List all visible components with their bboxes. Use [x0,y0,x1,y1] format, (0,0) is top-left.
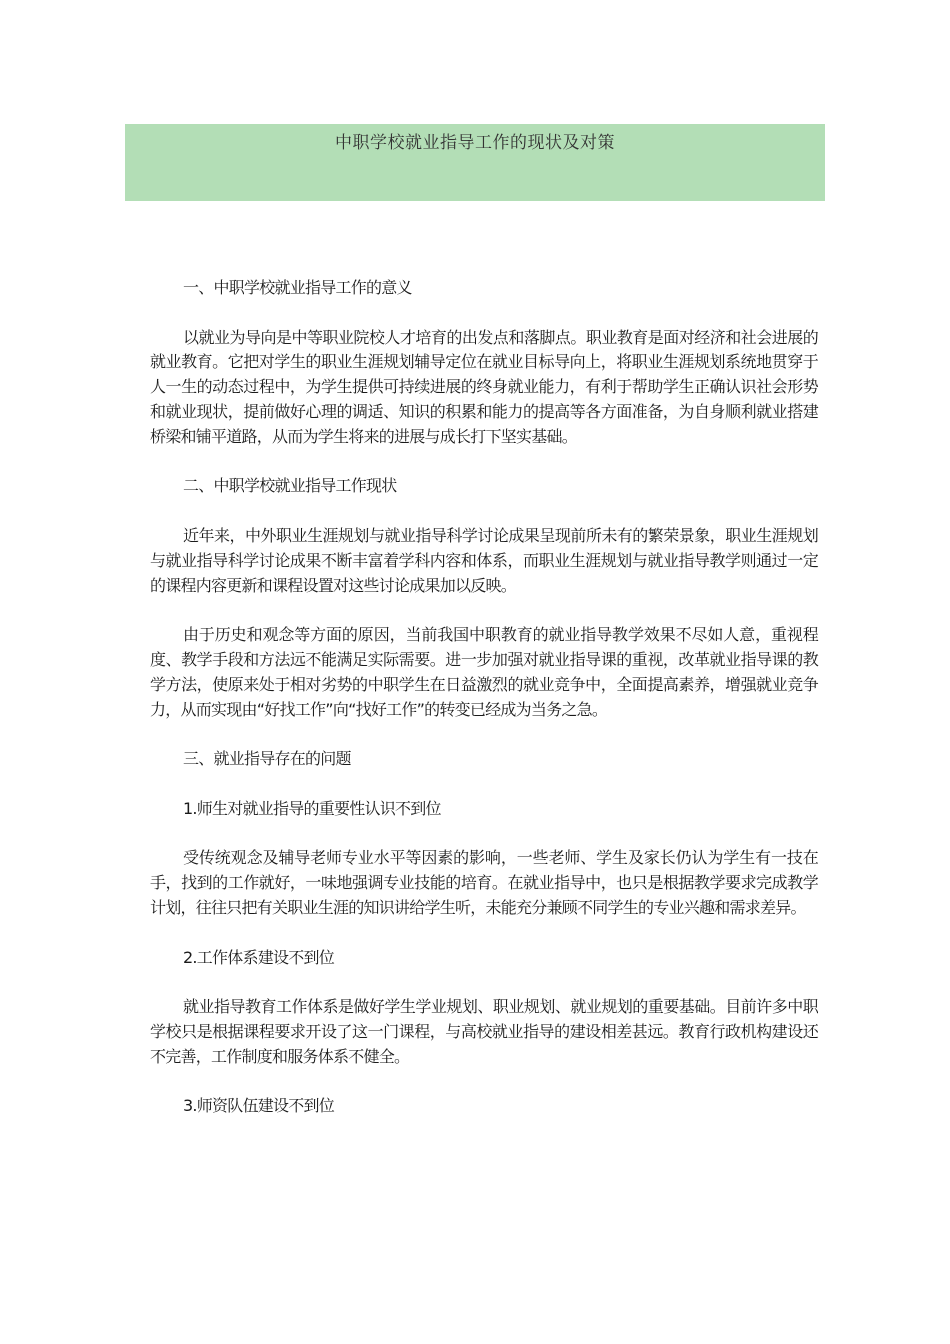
body-paragraph-1: 以就业为导向是中等职业院校人才培育的出发点和落脚点。职业教育是面对经济和社会进展的就业教育。它把对学生的职业生涯规划辅导定位在就业目标导向上，将职业生涯规划系统地贯穿于人一生的动态过程中，为学生提供可持续进展的终身就业能力，有利于帮助学生正确认识社会形势和就业现状，提前做好心理的调适、知识的积累和能力的提高等各方面准备，为自身顺利就业搭建桥梁和铺平道路，从而为学生将来的进展与成长打下坚实基础。 [150,327,818,446]
section-heading-2: 二、中职学校就业指导工作现状 [183,476,397,496]
body-paragraph-4: 受传统观念及辅导老师专业水平等因素的影响，一些老师、学生及家长仍认为学生有一技在手，找到的工作就好，一味地强调专业技能的培育。在就业指导中，也只是根据教学要求完成教学计划，往往只把有关职业生涯的知识讲给学生听，未能充分兼顾不同学生的专业兴趣和需求差异。 [150,848,818,917]
title-banner [125,124,825,201]
body-paragraph-2: 近年来，中外职业生涯规划与就业指导科学讨论成果呈现前所未有的繁荣景象，职业生涯规划与就业指导科学讨论成果不断丰富着学科内容和体系，而职业生涯规划与就业指导教学则通过一定的课程内容更新和课程设置对这些讨论成果加以反映。 [150,525,818,595]
subheading-2: 2.工作体系建设不到位 [183,947,335,967]
body-paragraph-5: 就业指导教育工作体系是做好学生学业规划、职业规划、就业规划的重要基础。目前许多中职学校只是根据课程要求开设了这一门课程，与高校就业指导的建设相差甚远。教育行政机构建设还不完善，工作制度和服务体系不健全。 [150,997,818,1066]
document-body [150,276,818,1119]
body-paragraph-3: 由于历史和观念等方面的原因，当前我国中职教育的就业指导教学效果不尽如人意，重视程度、教学手段和方法远不能满足实际需要。进一步加强对就业指导课的重视，改革就业指导课的教学方法，使原来处于相对劣势的中职学生在日益激烈的就业竞争中，全面提高素养，增强就业竞争力，从而实现由“好找工作”向“找好工作”的转变已经成为当务之急。 [150,625,818,719]
section-heading-1: 一、中职学校就业指导工作的意义 [183,278,412,297]
document-title: 中职学校就业指导工作的现状及对策 [335,133,615,153]
section-heading-3: 三、就业指导存在的问题 [183,749,351,769]
subheading-1: 1.师生对就业指导的重要性认识不到位 [183,798,441,818]
subheading-3: 3.师资队伍建设不到位 [183,1096,335,1116]
